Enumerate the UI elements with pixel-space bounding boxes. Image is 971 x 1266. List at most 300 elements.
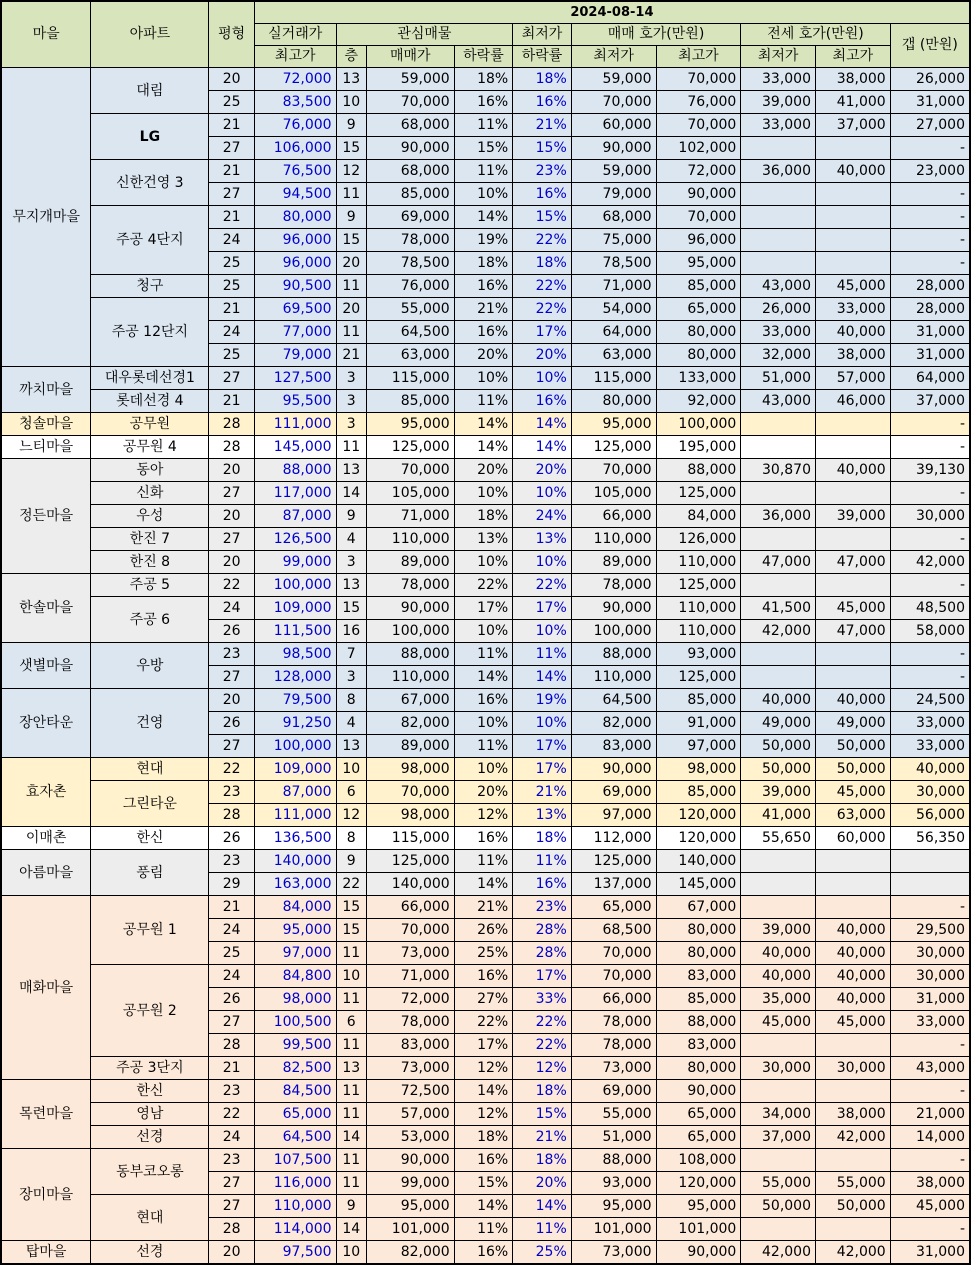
jeonse-low-cell — [741, 643, 816, 666]
sale-price-cell: 101,000 — [366, 1218, 454, 1241]
jeonse-low-cell: 30,000 — [741, 1057, 816, 1080]
apartment-cell: 대우롯데선경1 — [91, 367, 209, 390]
table-row — [1, 68, 970, 91]
jeonse-high-cell — [816, 1218, 891, 1241]
floor-cell: 9 — [336, 114, 366, 137]
drop-rate-cell: 11% — [454, 735, 513, 758]
jeonse-low-cell: 50,000 — [741, 1195, 816, 1218]
min-drop-rate-cell: 12% — [513, 1057, 572, 1080]
apartment-cell: 공무원 — [91, 413, 209, 436]
drop-rate-cell: 16% — [454, 275, 513, 298]
jeonse-high-cell: 47,000 — [816, 551, 891, 574]
gap-cell: 30,000 — [890, 505, 970, 528]
actual-high-cell: 97,500 — [254, 1241, 336, 1265]
village-cell: 청솔마을 — [1, 413, 91, 436]
size-cell: 25 — [209, 275, 254, 298]
min-drop-rate-cell: 10% — [513, 367, 572, 390]
sale-low-cell: 59,000 — [571, 160, 656, 183]
sale-high-cell: 90,000 — [656, 183, 741, 206]
table-row — [1, 643, 970, 666]
actual-high-cell: 79,500 — [254, 689, 336, 712]
sale-low-cell: 95,000 — [571, 413, 656, 436]
min-drop-rate-cell: 23% — [513, 896, 572, 919]
sale-high-cell: 120,000 — [656, 827, 741, 850]
village-cell: 장안타운 — [1, 689, 91, 758]
floor-cell: 9 — [336, 1195, 366, 1218]
gap-cell — [890, 873, 970, 896]
jeonse-high-cell: 40,000 — [816, 988, 891, 1011]
apartment-cell: 주공 4단지 — [91, 206, 209, 275]
sale-price-cell: 57,000 — [366, 1103, 454, 1126]
gap-cell: 31,000 — [890, 321, 970, 344]
min-drop-rate-cell: 22% — [513, 574, 572, 597]
size-cell: 23 — [209, 850, 254, 873]
floor-cell: 7 — [336, 643, 366, 666]
sale-high-cell: 85,000 — [656, 988, 741, 1011]
actual-high-cell: 90,500 — [254, 275, 336, 298]
sale-high-cell: 70,000 — [656, 206, 741, 229]
sale-low-cell: 89,000 — [571, 551, 656, 574]
header-jeonse-ask: 전세 호가(만원) — [741, 24, 890, 46]
drop-rate-cell: 16% — [454, 827, 513, 850]
gap-cell: 43,000 — [890, 1057, 970, 1080]
sale-price-cell: 55,000 — [366, 298, 454, 321]
sale-high-cell: 101,000 — [656, 1218, 741, 1241]
header-size: 평형 — [209, 1, 254, 68]
jeonse-low-cell: 55,000 — [741, 1172, 816, 1195]
sale-low-cell: 71,000 — [571, 275, 656, 298]
drop-rate-cell: 10% — [454, 551, 513, 574]
jeonse-high-cell — [816, 1149, 891, 1172]
jeonse-high-cell — [816, 137, 891, 160]
drop-rate-cell: 17% — [454, 1034, 513, 1057]
drop-rate-cell: 14% — [454, 436, 513, 459]
sale-low-cell: 68,000 — [571, 206, 656, 229]
drop-rate-cell: 11% — [454, 390, 513, 413]
table-row — [1, 390, 970, 413]
drop-rate-cell: 10% — [454, 367, 513, 390]
drop-rate-cell: 10% — [454, 482, 513, 505]
size-cell: 21 — [209, 1057, 254, 1080]
floor-cell: 9 — [336, 850, 366, 873]
sale-high-cell: 95,000 — [656, 252, 741, 275]
sale-price-cell: 78,500 — [366, 252, 454, 275]
apartment-cell: 공무원 2 — [91, 965, 209, 1057]
actual-high-cell: 111,000 — [254, 804, 336, 827]
gap-cell: 21,000 — [890, 1103, 970, 1126]
table-row — [1, 1103, 970, 1126]
table-row — [1, 367, 970, 390]
sale-low-cell: 101,000 — [571, 1218, 656, 1241]
min-drop-rate-cell: 17% — [513, 758, 572, 781]
min-drop-rate-cell: 22% — [513, 229, 572, 252]
drop-rate-cell: 16% — [454, 689, 513, 712]
min-drop-rate-cell: 15% — [513, 1103, 572, 1126]
sale-high-cell: 80,000 — [656, 942, 741, 965]
gap-cell: 30,000 — [890, 965, 970, 988]
actual-high-cell: 114,000 — [254, 1218, 336, 1241]
table-row — [1, 298, 970, 321]
min-drop-rate-cell: 28% — [513, 942, 572, 965]
jeonse-high-cell: 41,000 — [816, 91, 891, 114]
drop-rate-cell: 15% — [454, 137, 513, 160]
gap-cell: - — [890, 183, 970, 206]
jeonse-low-cell: 39,000 — [741, 919, 816, 942]
min-drop-rate-cell: 18% — [513, 1080, 572, 1103]
sale-high-cell: 70,000 — [656, 114, 741, 137]
size-cell: 26 — [209, 988, 254, 1011]
jeonse-high-cell — [816, 873, 891, 896]
apartment-cell: LG — [91, 114, 209, 160]
actual-high-cell: 84,500 — [254, 1080, 336, 1103]
jeonse-high-cell: 33,000 — [816, 298, 891, 321]
jeonse-high-cell — [816, 896, 891, 919]
floor-cell: 21 — [336, 344, 366, 367]
actual-high-cell: 65,000 — [254, 1103, 336, 1126]
table-row — [1, 965, 970, 988]
jeonse-high-cell — [816, 436, 891, 459]
sale-low-cell: 110,000 — [571, 666, 656, 689]
drop-rate-cell: 16% — [454, 1241, 513, 1265]
sale-low-cell: 55,000 — [571, 1103, 656, 1126]
min-drop-rate-cell: 11% — [513, 850, 572, 873]
sale-high-cell: 72,000 — [656, 160, 741, 183]
drop-rate-cell: 20% — [454, 344, 513, 367]
jeonse-high-cell: 40,000 — [816, 160, 891, 183]
drop-rate-cell: 18% — [454, 68, 513, 91]
jeonse-low-cell: 39,000 — [741, 781, 816, 804]
sale-high-cell: 110,000 — [656, 597, 741, 620]
actual-high-cell: 91,250 — [254, 712, 336, 735]
apartment-cell: 대림 — [91, 68, 209, 114]
sale-high-cell: 120,000 — [656, 1172, 741, 1195]
floor-cell: 16 — [336, 620, 366, 643]
jeonse-high-cell — [816, 229, 891, 252]
sale-high-cell: 98,000 — [656, 758, 741, 781]
jeonse-low-cell: 50,000 — [741, 758, 816, 781]
jeonse-low-cell: 37,000 — [741, 1126, 816, 1149]
actual-high-cell: 72,000 — [254, 68, 336, 91]
actual-high-cell: 96,000 — [254, 229, 336, 252]
floor-cell: 14 — [336, 482, 366, 505]
jeonse-low-cell: 55,650 — [741, 827, 816, 850]
sale-price-cell: 53,000 — [366, 1126, 454, 1149]
size-cell: 28 — [209, 1034, 254, 1057]
jeonse-high-cell — [816, 574, 891, 597]
sale-price-cell: 105,000 — [366, 482, 454, 505]
apartment-cell: 우방 — [91, 643, 209, 689]
min-drop-rate-cell: 17% — [513, 735, 572, 758]
table-row — [1, 1080, 970, 1103]
gap-cell: 30,000 — [890, 942, 970, 965]
gap-cell: 64,000 — [890, 367, 970, 390]
sale-high-cell: 125,000 — [656, 574, 741, 597]
drop-rate-cell: 18% — [454, 1126, 513, 1149]
sale-low-cell: 64,500 — [571, 689, 656, 712]
village-cell: 이매촌 — [1, 827, 91, 850]
min-drop-rate-cell: 18% — [513, 827, 572, 850]
drop-rate-cell: 16% — [454, 321, 513, 344]
sale-low-cell: 66,000 — [571, 505, 656, 528]
actual-high-cell: 84,800 — [254, 965, 336, 988]
table-row — [1, 551, 970, 574]
apartment-cell: 한신 — [91, 827, 209, 850]
sale-low-cell: 137,000 — [571, 873, 656, 896]
sale-price-cell: 99,000 — [366, 1172, 454, 1195]
header-gap: 갭 (만원) — [890, 24, 970, 68]
gap-cell: - — [890, 1218, 970, 1241]
min-drop-rate-cell: 18% — [513, 252, 572, 275]
sale-high-cell: 195,000 — [656, 436, 741, 459]
jeonse-low-cell — [741, 873, 816, 896]
size-cell: 21 — [209, 206, 254, 229]
apartment-cell: 한진 8 — [91, 551, 209, 574]
size-cell: 23 — [209, 1080, 254, 1103]
floor-cell: 6 — [336, 1011, 366, 1034]
table-row — [1, 1149, 970, 1172]
actual-high-cell: 76,500 — [254, 160, 336, 183]
size-cell: 21 — [209, 160, 254, 183]
sale-low-cell: 73,000 — [571, 1057, 656, 1080]
sale-high-cell: 133,000 — [656, 367, 741, 390]
header-jeonse-high: 최고가 — [816, 46, 891, 68]
drop-rate-cell: 12% — [454, 1103, 513, 1126]
gap-cell: 28,000 — [890, 298, 970, 321]
gap-cell: 48,500 — [890, 597, 970, 620]
size-cell: 23 — [209, 643, 254, 666]
actual-high-cell: 99,500 — [254, 1034, 336, 1057]
sale-high-cell: 65,000 — [656, 1126, 741, 1149]
jeonse-high-cell: 42,000 — [816, 1126, 891, 1149]
jeonse-high-cell: 45,000 — [816, 1011, 891, 1034]
sale-low-cell: 59,000 — [571, 68, 656, 91]
sale-low-cell: 88,000 — [571, 643, 656, 666]
drop-rate-cell: 22% — [454, 1011, 513, 1034]
size-cell: 25 — [209, 252, 254, 275]
jeonse-low-cell: 26,000 — [741, 298, 816, 321]
floor-cell: 20 — [336, 298, 366, 321]
jeonse-low-cell: 36,000 — [741, 505, 816, 528]
gap-cell: - — [890, 252, 970, 275]
gap-cell: 31,000 — [890, 1241, 970, 1265]
jeonse-high-cell — [816, 528, 891, 551]
actual-high-cell: 99,000 — [254, 551, 336, 574]
actual-high-cell: 145,000 — [254, 436, 336, 459]
sale-high-cell: 83,000 — [656, 965, 741, 988]
sale-price-cell: 83,000 — [366, 1034, 454, 1057]
header-floor: 층 — [336, 46, 366, 68]
actual-high-cell: 64,500 — [254, 1126, 336, 1149]
header-actual-top: 실거래가 — [254, 24, 336, 46]
gap-cell: 38,000 — [890, 1172, 970, 1195]
floor-cell: 11 — [336, 183, 366, 206]
jeonse-low-cell — [741, 413, 816, 436]
jeonse-low-cell — [741, 574, 816, 597]
size-cell: 28 — [209, 1218, 254, 1241]
size-cell: 27 — [209, 367, 254, 390]
jeonse-low-cell: 33,000 — [741, 321, 816, 344]
table-row — [1, 275, 970, 298]
sale-high-cell: 92,000 — [656, 390, 741, 413]
jeonse-high-cell: 38,000 — [816, 344, 891, 367]
sale-low-cell: 82,000 — [571, 712, 656, 735]
header-village: 마을 — [1, 1, 91, 68]
sale-low-cell: 78,500 — [571, 252, 656, 275]
drop-rate-cell: 10% — [454, 712, 513, 735]
sale-high-cell: 84,000 — [656, 505, 741, 528]
min-drop-rate-cell: 21% — [513, 1126, 572, 1149]
sale-price-cell: 140,000 — [366, 873, 454, 896]
sale-low-cell: 78,000 — [571, 1011, 656, 1034]
header-sale-ask: 매매 호가(만원) — [571, 24, 741, 46]
gap-cell: - — [890, 413, 970, 436]
gap-cell: - — [890, 643, 970, 666]
min-drop-rate-cell: 16% — [513, 91, 572, 114]
sale-price-cell: 70,000 — [366, 919, 454, 942]
size-cell: 29 — [209, 873, 254, 896]
gap-cell: - — [890, 574, 970, 597]
apartment-cell: 한신 — [91, 1080, 209, 1103]
header-actual-bottom: 최고가 — [254, 46, 336, 68]
drop-rate-cell: 13% — [454, 528, 513, 551]
sale-price-cell: 125,000 — [366, 436, 454, 459]
min-drop-rate-cell: 20% — [513, 459, 572, 482]
actual-high-cell: 84,000 — [254, 896, 336, 919]
table-row — [1, 482, 970, 505]
size-cell: 27 — [209, 1172, 254, 1195]
sale-high-cell: 140,000 — [656, 850, 741, 873]
sale-price-cell: 82,000 — [366, 1241, 454, 1265]
drop-rate-cell: 14% — [454, 1195, 513, 1218]
min-drop-rate-cell: 11% — [513, 1218, 572, 1241]
sale-low-cell: 110,000 — [571, 528, 656, 551]
sale-price-cell: 98,000 — [366, 758, 454, 781]
min-drop-rate-cell: 33% — [513, 988, 572, 1011]
drop-rate-cell: 14% — [454, 206, 513, 229]
gap-cell: 29,500 — [890, 919, 970, 942]
size-cell: 28 — [209, 436, 254, 459]
size-cell: 21 — [209, 298, 254, 321]
drop-rate-cell: 12% — [454, 1057, 513, 1080]
floor-cell: 3 — [336, 551, 366, 574]
sale-high-cell: 95,000 — [656, 1195, 741, 1218]
drop-rate-cell: 22% — [454, 574, 513, 597]
sale-price-cell: 68,000 — [366, 114, 454, 137]
sale-price-cell: 64,500 — [366, 321, 454, 344]
actual-high-cell: 116,000 — [254, 1172, 336, 1195]
village-cell: 무지개마을 — [1, 68, 91, 367]
gap-cell: 56,350 — [890, 827, 970, 850]
header-min-top: 최저가 — [513, 24, 572, 46]
jeonse-high-cell: 37,000 — [816, 114, 891, 137]
jeonse-low-cell: 40,000 — [741, 965, 816, 988]
sale-price-cell: 76,000 — [366, 275, 454, 298]
min-drop-rate-cell: 13% — [513, 528, 572, 551]
sale-low-cell: 95,000 — [571, 1195, 656, 1218]
drop-rate-cell: 16% — [454, 965, 513, 988]
size-cell: 20 — [209, 1241, 254, 1265]
jeonse-low-cell — [741, 1080, 816, 1103]
min-drop-rate-cell: 17% — [513, 965, 572, 988]
gap-cell: 30,000 — [890, 781, 970, 804]
sale-low-cell: 66,000 — [571, 988, 656, 1011]
jeonse-high-cell: 40,000 — [816, 942, 891, 965]
drop-rate-cell: 20% — [454, 459, 513, 482]
jeonse-high-cell: 46,000 — [816, 390, 891, 413]
sale-low-cell: 90,000 — [571, 137, 656, 160]
floor-cell: 8 — [336, 689, 366, 712]
sale-price-cell: 115,000 — [366, 367, 454, 390]
jeonse-low-cell: 43,000 — [741, 275, 816, 298]
gap-cell: - — [890, 482, 970, 505]
jeonse-low-cell: 51,000 — [741, 367, 816, 390]
jeonse-high-cell: 39,000 — [816, 505, 891, 528]
size-cell: 27 — [209, 1011, 254, 1034]
apartment-cell: 그린타운 — [91, 781, 209, 827]
actual-high-cell: 100,000 — [254, 574, 336, 597]
sale-price-cell: 98,000 — [366, 804, 454, 827]
size-cell: 28 — [209, 804, 254, 827]
sale-low-cell: 70,000 — [571, 942, 656, 965]
min-drop-rate-cell: 10% — [513, 551, 572, 574]
sale-low-cell: 125,000 — [571, 436, 656, 459]
min-drop-rate-cell: 23% — [513, 160, 572, 183]
sale-price-cell: 68,000 — [366, 160, 454, 183]
sale-low-cell: 70,000 — [571, 91, 656, 114]
sale-high-cell: 80,000 — [656, 321, 741, 344]
sale-high-cell: 91,000 — [656, 712, 741, 735]
sale-high-cell: 145,000 — [656, 873, 741, 896]
size-cell: 20 — [209, 551, 254, 574]
table-row — [1, 689, 970, 712]
drop-rate-cell: 21% — [454, 896, 513, 919]
floor-cell: 9 — [336, 505, 366, 528]
sale-high-cell: 67,000 — [656, 896, 741, 919]
actual-high-cell: 109,000 — [254, 758, 336, 781]
size-cell: 27 — [209, 137, 254, 160]
gap-cell: 56,000 — [890, 804, 970, 827]
jeonse-low-cell — [741, 1149, 816, 1172]
sale-high-cell: 97,000 — [656, 735, 741, 758]
size-cell: 20 — [209, 68, 254, 91]
size-cell: 27 — [209, 482, 254, 505]
min-drop-rate-cell: 22% — [513, 298, 572, 321]
actual-high-cell: 97,000 — [254, 942, 336, 965]
jeonse-high-cell: 55,000 — [816, 1172, 891, 1195]
size-cell: 27 — [209, 735, 254, 758]
drop-rate-cell: 18% — [454, 252, 513, 275]
gap-cell — [890, 850, 970, 873]
min-drop-rate-cell: 13% — [513, 804, 572, 827]
actual-high-cell: 100,000 — [254, 735, 336, 758]
drop-rate-cell: 27% — [454, 988, 513, 1011]
drop-rate-cell: 12% — [454, 804, 513, 827]
jeonse-low-cell: 45,000 — [741, 1011, 816, 1034]
floor-cell: 11 — [336, 321, 366, 344]
sale-low-cell: 112,000 — [571, 827, 656, 850]
min-drop-rate-cell: 20% — [513, 1172, 572, 1195]
village-cell: 정든마을 — [1, 459, 91, 574]
jeonse-high-cell: 50,000 — [816, 1195, 891, 1218]
jeonse-low-cell: 50,000 — [741, 735, 816, 758]
min-drop-rate-cell: 15% — [513, 137, 572, 160]
sale-price-cell: 100,000 — [366, 620, 454, 643]
jeonse-low-cell: 33,000 — [741, 114, 816, 137]
actual-high-cell: 107,500 — [254, 1149, 336, 1172]
village-cell: 매화마을 — [1, 896, 91, 1080]
drop-rate-cell: 15% — [454, 1172, 513, 1195]
sale-high-cell: 93,000 — [656, 643, 741, 666]
